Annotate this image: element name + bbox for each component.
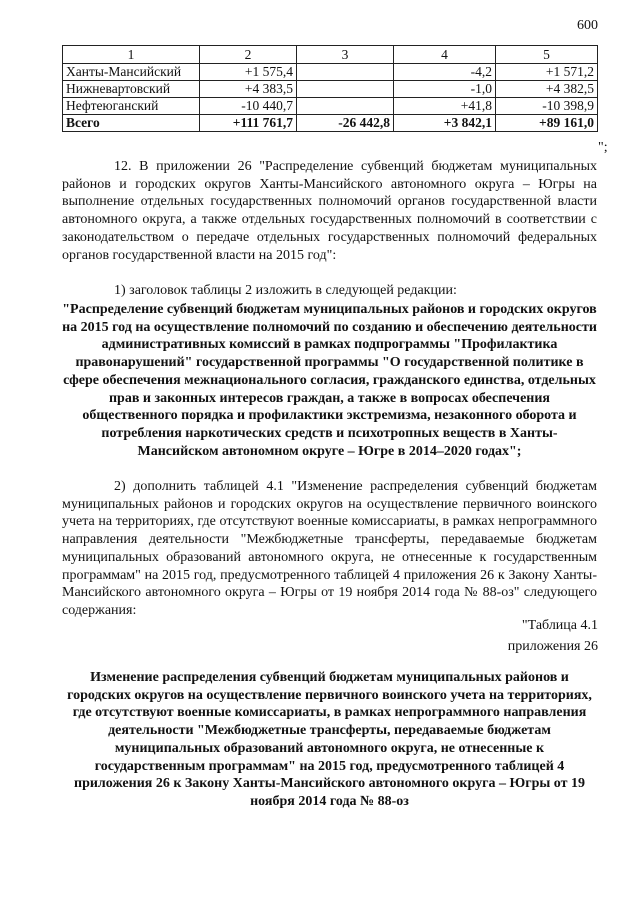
table-4-1-title: Изменение распределения субвенций бюджетам муниципальных районов и городских округов на осуществление первичного воинского учета на территориях, где отсутствуют военные комиссариаты, в рамках непрограммного направления деятельности "Межбюджетные трансферты, передаваемые бюджетам муниципальных образований автономного округа, не отнесенные к государственным программам" на 2015 год, предусмотренного таблицей 4 приложения 26 к Закону Ханты-Мансийского автономного округа – Югры от 19 ноября 2014 года № 88-оз bbox=[67, 670, 592, 809]
table-closing-quote: "; bbox=[598, 140, 608, 155]
total-label: Всего bbox=[63, 115, 200, 132]
table-cell bbox=[297, 98, 394, 115]
table-note-line2: приложения 26 bbox=[507, 639, 598, 654]
table-cell: -1,0 bbox=[394, 81, 496, 98]
column-header: 4 bbox=[394, 46, 496, 64]
table-row bbox=[63, 98, 598, 115]
table-row bbox=[63, 64, 598, 81]
paragraph-12: 12. В приложении 26 "Распределение субвенций бюджетам муниципальных районов и городских округов Ханты-Мансийского автономного округа – Югры на выполнение отдельных государственных полномочий органов государственной власти автономного округа, а также отдельных государственных полномочий в соответствии с законодательством о передаче отдельных государственных полномочий федеральных органов государственной власти на 2015 год": bbox=[62, 159, 597, 263]
table-cell: +89 161,0 bbox=[496, 115, 598, 132]
table-2-title: "Распределение субвенций бюджетам муниципальных районов и городских округов на 2015 год на осуществление полномочий по созданию и обеспечению деятельности административных комиссий в рамках подпрограммы "Профилактика правонарушений" государственной программы "О государственной политике в сфере обеспечения межнационального согласия, гражданского единства, отдельных прав и законных интересов граждан, а также в вопросах обеспечения общественного порядка и профилактики экстремизма, незаконного оборота и потребления наркотических средств и психотропных веществ в Ханты-Мансийском автономном округе – Югре в 2014–2020 годах"; bbox=[62, 302, 597, 459]
table-cell: +4 383,5 bbox=[200, 81, 297, 98]
table-cell: -4,2 bbox=[394, 64, 496, 81]
municipality-name: Ханты-Мансийский bbox=[63, 64, 200, 81]
column-header: 1 bbox=[63, 46, 200, 64]
table-cell: +1 575,4 bbox=[200, 64, 297, 81]
item-1: 1) заголовок таблицы 2 изложить в следующей редакции: bbox=[114, 283, 457, 298]
item-2: 2) дополнить таблицей 4.1 "Изменение распределения субвенций бюджетам муниципальных районов и городских округов на осуществление первичного воинского учета на территориях, где отсутствуют военные комиссариаты, в рамках непрограммного направления деятельности "Межбюджетные трансферты, передаваемые бюджетам муниципальных образований автономного округа, не отнесенные к государственным программам" на 2015 год, предусмотренного таблицей 4 приложения 26 к Закону Ханты-Мансийского автономного округа – Югры от 19 ноября 2014 года № 88-оз" следующего содержания: bbox=[62, 479, 597, 618]
table-cell: -10 398,9 bbox=[496, 98, 598, 115]
column-header: 2 bbox=[200, 46, 297, 64]
table-cell: +41,8 bbox=[394, 98, 496, 115]
municipality-name: Нижневартовский bbox=[63, 81, 200, 98]
table-cell: +3 842,1 bbox=[394, 115, 496, 132]
table-note bbox=[508, 615, 598, 657]
municipality-name: Нефтеюганский bbox=[63, 98, 200, 115]
page-number: 600 bbox=[577, 18, 598, 33]
table-cell: -10 440,7 bbox=[200, 98, 297, 115]
column-header: 3 bbox=[297, 46, 394, 64]
table-cell bbox=[297, 81, 394, 98]
table-note-line1: "Таблица 4.1 bbox=[521, 618, 598, 633]
table-cell bbox=[297, 64, 394, 81]
table-cell: +1 571,2 bbox=[496, 64, 598, 81]
table-row bbox=[63, 81, 598, 98]
table-cell: -26 442,8 bbox=[297, 115, 394, 132]
table-header-row bbox=[63, 46, 598, 64]
column-header: 5 bbox=[496, 46, 598, 64]
table-total-row bbox=[63, 115, 598, 132]
table-cell: +4 382,5 bbox=[496, 81, 598, 98]
table-cell: +111 761,7 bbox=[200, 115, 297, 132]
subventions-table bbox=[62, 45, 598, 132]
